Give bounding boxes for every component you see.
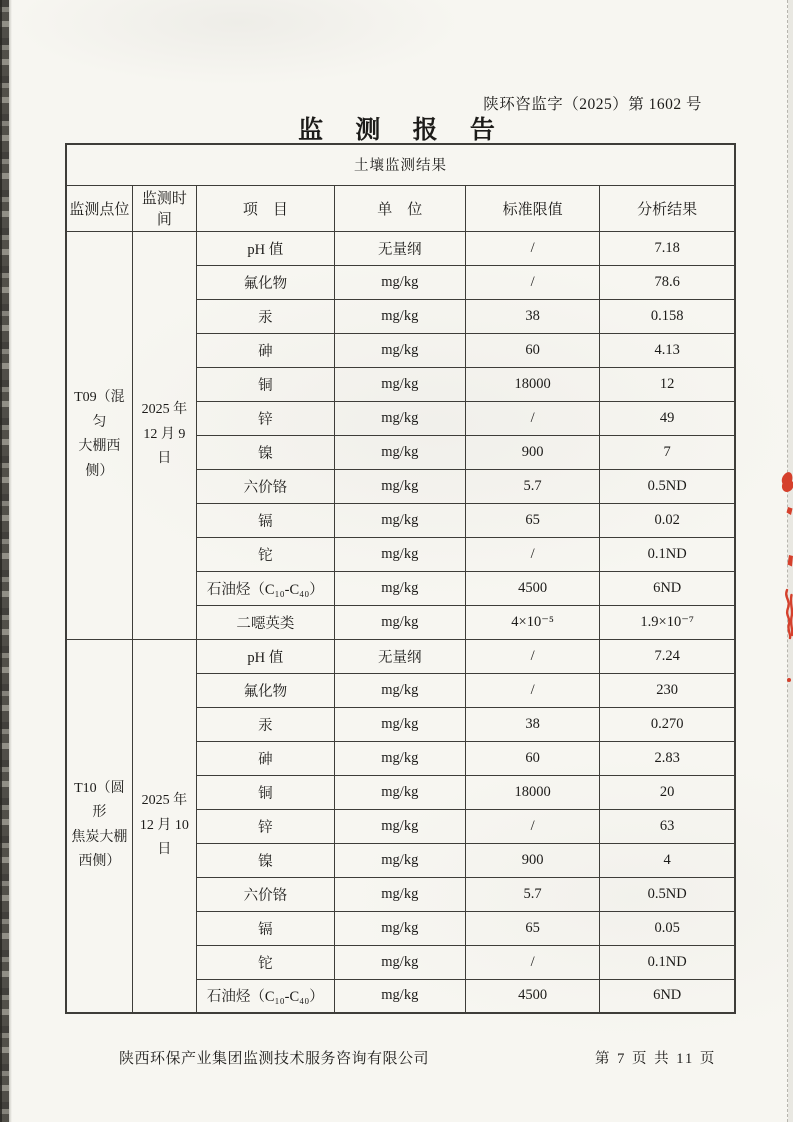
item-cell: 铊: [196, 945, 334, 979]
site-cell: T10（圆形 焦炭大棚 西侧）: [66, 639, 132, 1013]
item-cell: 六价铬: [196, 469, 334, 503]
limit-cell: 4×10⁻⁵: [465, 605, 599, 639]
limit-cell: 4500: [465, 979, 599, 1013]
result-cell: 7.24: [600, 639, 735, 673]
unit-cell: mg/kg: [334, 537, 465, 571]
item-cell: 砷: [196, 333, 334, 367]
result-cell: 0.02: [600, 503, 735, 537]
limit-cell: 65: [465, 503, 599, 537]
limit-cell: /: [465, 401, 599, 435]
header-time: 监测时间: [132, 185, 196, 231]
result-cell: 78.6: [600, 265, 735, 299]
footer-company-name: 陕西环保产业集团监测技术服务咨询有限公司: [119, 1051, 430, 1067]
unit-cell: 无量纲: [334, 231, 465, 265]
unit-cell: mg/kg: [334, 809, 465, 843]
unit-cell: mg/kg: [334, 367, 465, 401]
result-cell: 49: [600, 401, 735, 435]
result-cell: 0.1ND: [600, 537, 735, 571]
table-caption: 土壤监测结果: [66, 144, 735, 185]
soil-results-table: [65, 143, 736, 1014]
unit-cell: mg/kg: [334, 503, 465, 537]
limit-cell: /: [465, 231, 599, 265]
table-row: [66, 231, 735, 265]
table-header-row: [66, 185, 735, 231]
item-cell: 六价铬: [196, 877, 334, 911]
limit-cell: 18000: [465, 367, 599, 401]
header-result: 分析结果: [600, 185, 735, 231]
item-cell: 氟化物: [196, 673, 334, 707]
limit-cell: 4500: [465, 571, 599, 605]
results-tbody: [66, 231, 735, 1013]
header-site: 监测点位: [66, 185, 132, 231]
item-cell: 二噁英类: [196, 605, 334, 639]
result-cell: 0.5ND: [600, 469, 735, 503]
limit-cell: 5.7: [465, 877, 599, 911]
limit-cell: /: [465, 639, 599, 673]
limit-cell: 65: [465, 911, 599, 945]
unit-cell: mg/kg: [334, 605, 465, 639]
item-cell: 锌: [196, 401, 334, 435]
unit-cell: mg/kg: [334, 265, 465, 299]
footer-page-number: 第 7 页 共 11 页: [595, 1051, 717, 1067]
result-cell: 0.158: [600, 299, 735, 333]
header-limit: 标准限值: [465, 185, 599, 231]
limit-cell: 60: [465, 741, 599, 775]
limit-cell: 900: [465, 843, 599, 877]
item-cell: 氟化物: [196, 265, 334, 299]
unit-cell: 无量纲: [334, 639, 465, 673]
binding-shadow-strip: [0, 0, 9, 1122]
item-cell: pH 值: [196, 639, 334, 673]
result-cell: 4.13: [600, 333, 735, 367]
item-cell: 汞: [196, 707, 334, 741]
result-cell: 7.18: [600, 231, 735, 265]
unit-cell: mg/kg: [334, 401, 465, 435]
unit-cell: mg/kg: [334, 571, 465, 605]
item-cell: 石油烃（C₁₀-C₄₀）: [196, 979, 334, 1013]
unit-cell: mg/kg: [334, 333, 465, 367]
item-cell: 镉: [196, 503, 334, 537]
unit-cell: mg/kg: [334, 911, 465, 945]
limit-cell: 60: [465, 333, 599, 367]
time-cell: 2025 年 12 月 10 日: [132, 639, 196, 1013]
item-cell: 镍: [196, 435, 334, 469]
unit-cell: mg/kg: [334, 945, 465, 979]
result-cell: 230: [600, 673, 735, 707]
limit-cell: /: [465, 809, 599, 843]
item-cell: 镉: [196, 911, 334, 945]
unit-cell: mg/kg: [334, 775, 465, 809]
unit-cell: mg/kg: [334, 673, 465, 707]
header-unit: 单 位: [334, 185, 465, 231]
result-cell: 0.05: [600, 911, 735, 945]
report-title: 监 测 报 告: [298, 117, 508, 144]
result-cell: 4: [600, 843, 735, 877]
result-cell: 6ND: [600, 571, 735, 605]
result-cell: 0.5ND: [600, 877, 735, 911]
result-cell: 1.9×10⁻⁷: [600, 605, 735, 639]
limit-cell: /: [465, 673, 599, 707]
table-caption-row: [66, 144, 735, 185]
red-seal-fragments: [777, 455, 793, 695]
limit-cell: /: [465, 537, 599, 571]
item-cell: 铊: [196, 537, 334, 571]
limit-cell: 38: [465, 299, 599, 333]
result-cell: 2.83: [600, 741, 735, 775]
item-cell: 铜: [196, 775, 334, 809]
item-cell: 石油烃（C₁₀-C₄₀）: [196, 571, 334, 605]
result-cell: 20: [600, 775, 735, 809]
unit-cell: mg/kg: [334, 877, 465, 911]
document-ref-number: 陕环咨监字（2025）第 1602 号: [483, 96, 702, 113]
unit-cell: mg/kg: [334, 469, 465, 503]
result-cell: 7: [600, 435, 735, 469]
result-cell: 63: [600, 809, 735, 843]
unit-cell: mg/kg: [334, 435, 465, 469]
time-cell: 2025 年 12 月 9 日: [132, 231, 196, 639]
header-item: 项 目: [196, 185, 334, 231]
item-cell: pH 值: [196, 231, 334, 265]
limit-cell: 38: [465, 707, 599, 741]
result-cell: 0.1ND: [600, 945, 735, 979]
result-cell: 0.270: [600, 707, 735, 741]
unit-cell: mg/kg: [334, 843, 465, 877]
unit-cell: mg/kg: [334, 299, 465, 333]
site-cell: T09（混匀 大棚西侧）: [66, 231, 132, 639]
item-cell: 砷: [196, 741, 334, 775]
item-cell: 铜: [196, 367, 334, 401]
unit-cell: mg/kg: [334, 979, 465, 1013]
item-cell: 锌: [196, 809, 334, 843]
limit-cell: 18000: [465, 775, 599, 809]
table-row: [66, 639, 735, 673]
result-cell: 12: [600, 367, 735, 401]
limit-cell: /: [465, 265, 599, 299]
limit-cell: /: [465, 945, 599, 979]
limit-cell: 900: [465, 435, 599, 469]
item-cell: 汞: [196, 299, 334, 333]
unit-cell: mg/kg: [334, 707, 465, 741]
item-cell: 镍: [196, 843, 334, 877]
limit-cell: 5.7: [465, 469, 599, 503]
result-cell: 6ND: [600, 979, 735, 1013]
unit-cell: mg/kg: [334, 741, 465, 775]
